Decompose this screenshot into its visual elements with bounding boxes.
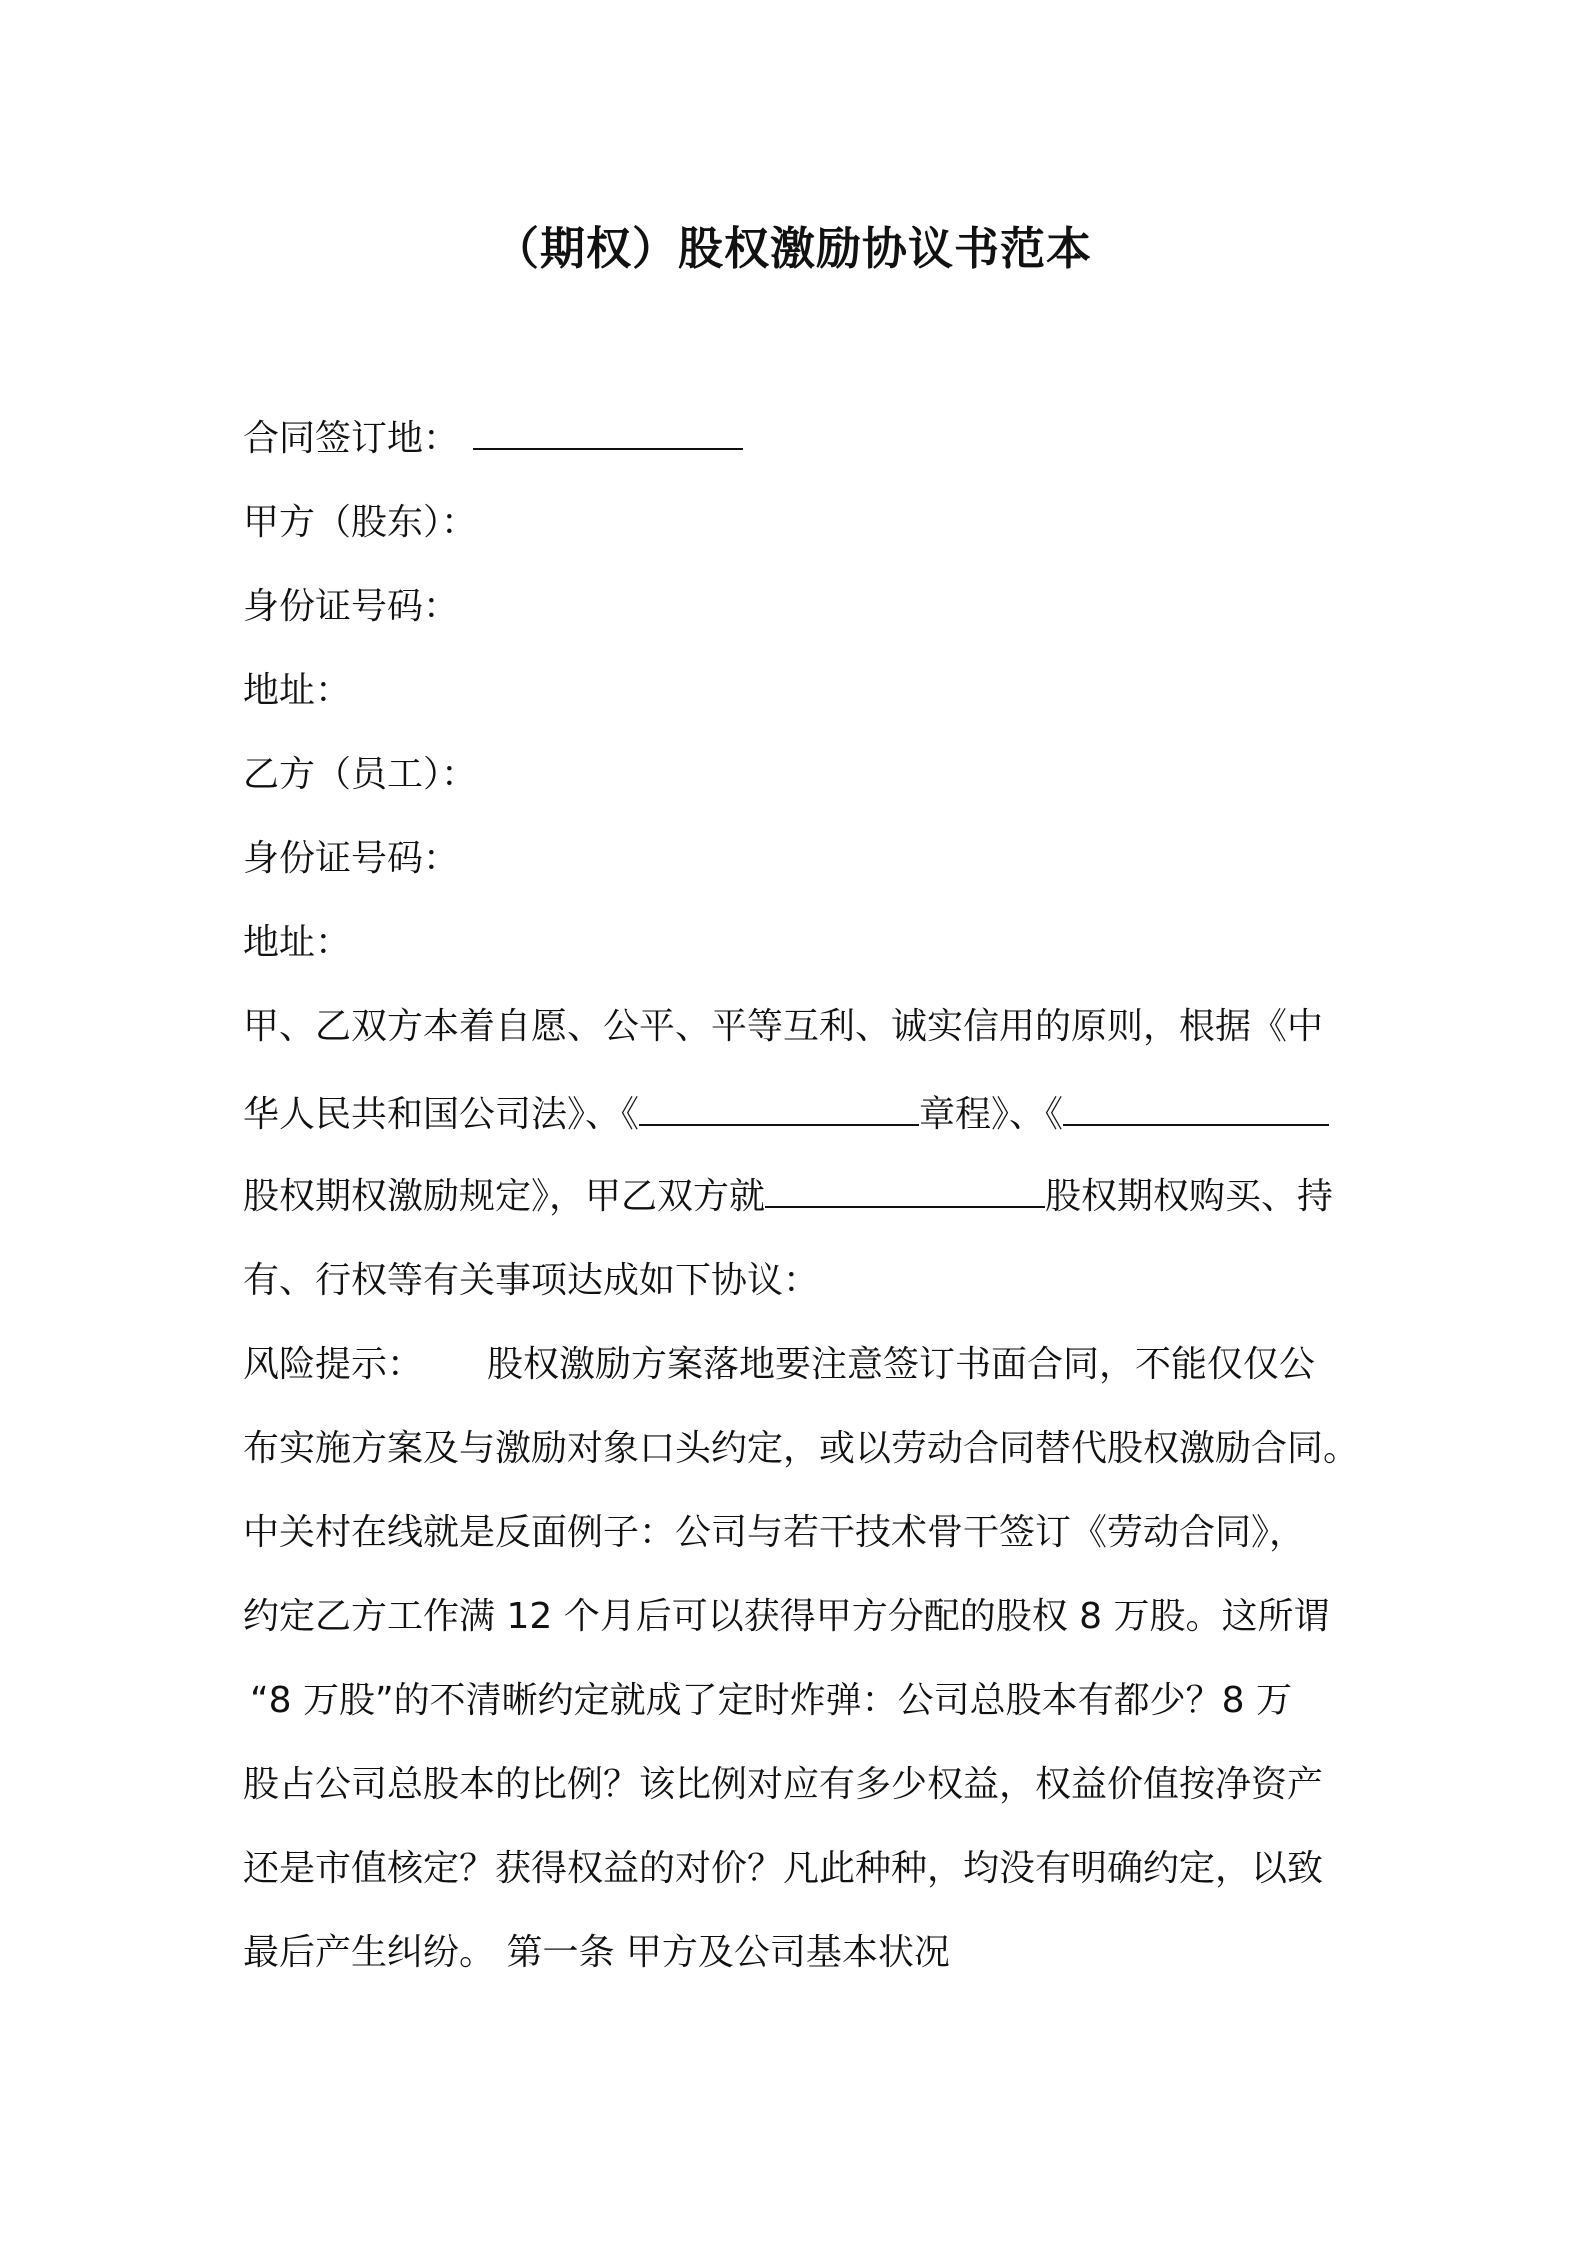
preamble-line-3a: 股权期权激励规定》，甲乙双方就 [243,1176,766,1217]
preamble-line-2b: 章程》、《 [919,1094,1064,1135]
party-b-label: 乙方（员工）： [243,754,478,795]
preamble-line-3b: 股权期权购买、持 [1045,1176,1334,1217]
contract-place-blank[interactable] [473,416,743,450]
party-a-address-label: 地址： [243,670,352,711]
party-a-label: 甲方（股东）： [243,502,478,543]
risk-line-1-text: 股权激励方案落地要注意签订书面合同，不能仅仅公 [487,1344,1316,1385]
document-title: （期权）股权激励协议书范本 [493,222,1092,275]
party-a-id-label: 身份证号码： [243,586,460,627]
company-name-blank-3[interactable] [765,1174,1045,1208]
risk-line-1 [243,1336,1315,1387]
preamble-line-3 [243,1168,1333,1219]
risk-line-3: 中关村在线就是反面例子：公司与若干技术骨干签订《劳动合同》， [243,1512,1306,1553]
preamble-line-4: 有、行权等有关事项达成如下协议： [243,1260,820,1301]
risk-line-6: 股占公司总股本的比例？该比例对应有多少权益，权益价值按净资产 [243,1764,1324,1805]
preamble-line-2a: 华人民共和国公司法》、《 [243,1094,640,1135]
risk-label: 风险提示： [243,1344,424,1385]
risk-line-4: 约定乙方工作满 12 个月后可以获得甲方分配的股权 8 万股。这所谓 [243,1596,1330,1637]
contract-place-line [243,410,743,461]
risk-line-2: 布实施方案及与激励对象口头约定，或以劳动合同替代股权激励合同。 [243,1428,1360,1469]
contract-place-label: 合同签订地： [243,418,460,459]
party-b-address-label: 地址： [243,922,352,963]
risk-line-8: 最后产生纠纷。 第一条 甲方及公司基本状况 [243,1932,950,1973]
party-b-id-label: 身份证号码： [243,838,460,879]
risk-line-5: “8 万股”的不清晰约定就成了定时炸弹：公司总股本有都少？8 万 [250,1680,1292,1721]
company-name-blank-2[interactable] [1063,1092,1329,1126]
preamble-line-1: 甲、乙双方本着自愿、公平、平等互利、诚实信用的原则，根据《中 [243,1006,1324,1047]
preamble-line-2 [243,1086,1329,1137]
company-name-blank[interactable] [639,1092,919,1126]
risk-line-7: 还是市值核定？获得权益的对价？凡此种种，均没有明确约定，以致 [243,1848,1324,1889]
